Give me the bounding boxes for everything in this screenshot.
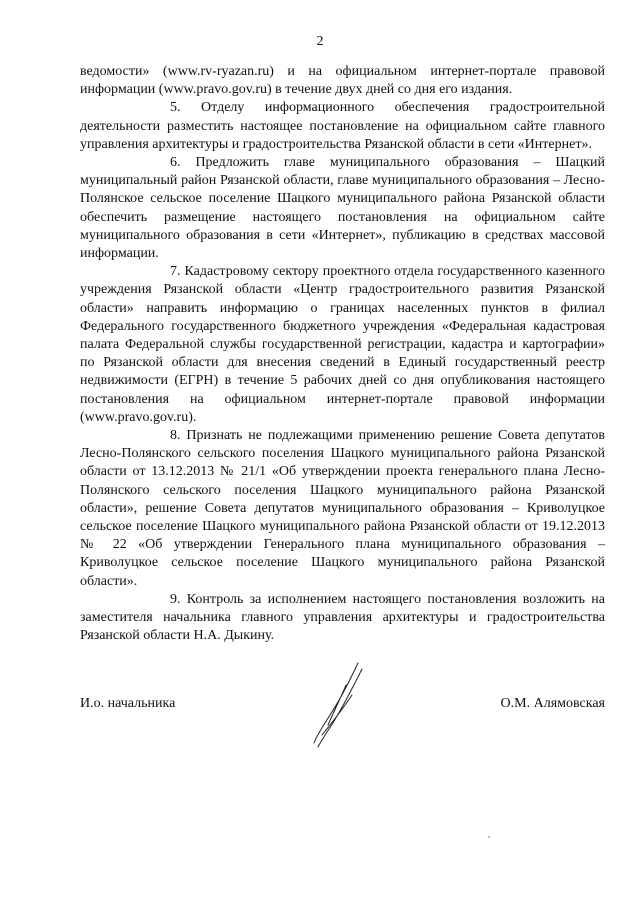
scan-speck: [488, 836, 490, 838]
handwritten-signature: [300, 655, 380, 755]
paragraph-number: 5.: [170, 100, 181, 116]
paragraph-text: Кадастровому сектору проектного отдела государственного казенного учреждения Рязанской области «Центр градостроительного развития Рязанской области» направить информацию о границах населенных пунктов в филиал Федерального государственного бюджетного учреждения «Федеральная кадастровая палата Федеральной службы государственной регистрации, кадастра и картографии» по Рязанской области для внесения сведений в Единый государственный реестр недвижимости (ЕГРН) в течение 5 рабочих дней со дня опубликования настоящего постановления на официальном интернет-портале правовой информации (www.pravo.gov.ru).: [80, 264, 606, 425]
document-body: [80, 63, 605, 646]
paragraph-9: [80, 591, 605, 646]
paragraph-number: 9.: [170, 591, 181, 607]
paragraph-continuation: [80, 63, 605, 99]
paragraph-text: Признать не подлежащими применению решение Совета депутатов Лесно-Полянского сельского поселения Шацкого муниципального района Рязанской области от 13.12.2013 № 21/1 «Об утверждении проекта генерального плана Лесно-Полянского сельского поселения Шацкого муниципального района Рязанской области», решение Совета депутатов муниципального образования – Криволуцкое сельское поселение Шацкого муниципального района Рязанской области от 19.12.2013 № 22 «Об утверждении Генерального плана муниципального образования – Криволуцкое сельское поселение Шацкого муниципального района Рязанской области».: [80, 428, 605, 589]
paragraph-number: 6.: [170, 155, 181, 171]
paragraph-text: Контроль за исполнением настоящего постановления возложить на заместителя начальника главного управления архитектуры и градостроительства Рязанской области Н.А. Дыкину.: [80, 591, 606, 644]
signatory-name: О.М. Алямовская: [500, 696, 605, 711]
paragraph-number: 7.: [170, 264, 181, 280]
paragraph-text: Предложить главе муниципального образования – Шацкий муниципальный район Рязанской области, главе муниципального образования – Лесно-Полянское сельское поселение Шацкого муниципального района Рязанской области обеспечить размещение настоящего постановления на официальном сайте муниципального образования в сети «Интернет», публикацию в средствах массовой информации.: [80, 155, 606, 262]
paragraph-number: 8.: [170, 428, 181, 444]
paragraph-text: ведомости» (www.rv-ryazan.ru) и на официальном интернет-портале правовой информации (www.pravo.gov.ru) в течение двух дней со дня его издания.: [80, 64, 605, 98]
paragraph-text: Отделу информационного обеспечения градостроительной деятельности разместить настоящее постановление на официальном сайте главного управления архитектуры и градостроительства Рязанской области в сети «Интернет».: [80, 100, 606, 152]
page-number: 2: [316, 34, 324, 49]
paragraph-5: [80, 99, 605, 154]
position-title: И.о. начальника: [80, 696, 176, 711]
paragraph-7: [80, 263, 605, 427]
paragraph-6: [80, 154, 605, 263]
paragraph-8: [80, 427, 605, 591]
